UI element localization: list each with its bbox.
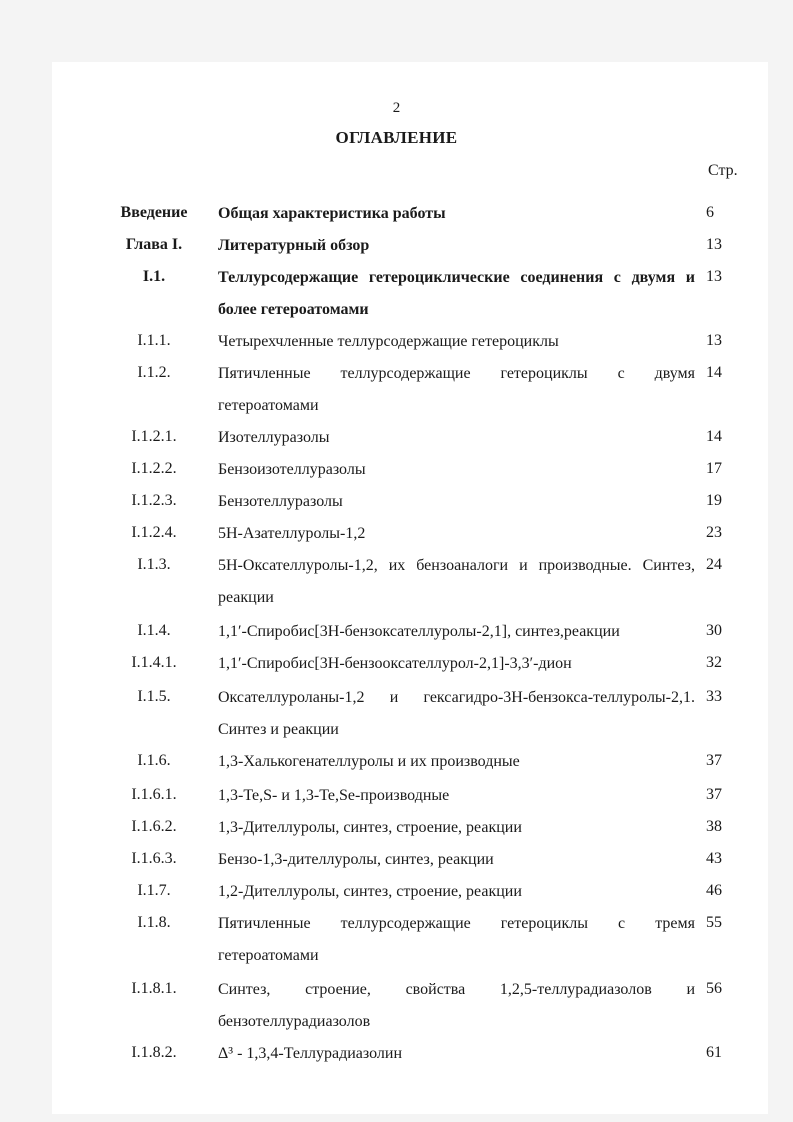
toc-entry-page: 33 bbox=[706, 688, 722, 705]
page-column-label: Стр. bbox=[708, 162, 738, 179]
toc-entry-title: Бензо-1,3-дителлуролы, синтез, реакции bbox=[218, 851, 494, 868]
toc-entry-title: Бензотеллуразолы bbox=[218, 493, 343, 510]
toc-entry-number: Введение bbox=[120, 204, 188, 221]
toc-entry-title: Пятичленные теллурсодержащие гетероциклы с двумя гетероатомами bbox=[218, 365, 695, 414]
toc-entry-title: 1,3-Te,S- и 1,3-Te,Se-производные bbox=[218, 787, 450, 804]
toc-entry-title: 1,2-Дителлуролы, синтез, строение, реакции bbox=[218, 883, 522, 900]
toc-entry-page: 61 bbox=[706, 1044, 722, 1061]
toc-entry-title: 5H-Оксателлуролы-1,2, их бензоаналоги и производные. Синтез, реакции bbox=[218, 557, 695, 606]
toc-entry-title: 5H-Азателлуролы-1,2 bbox=[218, 525, 366, 542]
toc-entry-number: I.1.2.2. bbox=[131, 460, 177, 477]
toc-entry-title: 1,3-Дителлуролы, синтез, строение, реакции bbox=[218, 819, 522, 836]
toc-entry-page: 19 bbox=[706, 492, 722, 509]
toc-entry-page: 55 bbox=[706, 914, 722, 931]
toc-entry-number: I.1.3. bbox=[137, 556, 171, 573]
toc-entry-page: 13 bbox=[706, 332, 722, 349]
toc-entry-number: I.1.8.2. bbox=[131, 1044, 177, 1061]
toc-entry-page: 23 bbox=[706, 524, 722, 541]
toc-entry-number: I.1.1. bbox=[137, 332, 171, 349]
toc-entry-page: 6 bbox=[706, 204, 714, 221]
toc-entry-number: I.1.4.1. bbox=[131, 654, 177, 671]
toc-entry-number: I.1.2.4. bbox=[131, 524, 177, 541]
toc-entry-number: I.1.6.3. bbox=[131, 850, 177, 867]
toc-entry-title: 1,3-Халькогенателлуролы и их производные bbox=[218, 753, 520, 770]
toc-entry-title: Пятичленные теллурсодержащие гетероциклы с тремя гетероатомами bbox=[218, 915, 695, 964]
toc-entry-page: 17 bbox=[706, 460, 722, 477]
toc-entry-number: I.1.5. bbox=[137, 688, 171, 705]
toc-entry-number: I.1.8. bbox=[137, 914, 171, 931]
toc-entry-title: 1,1′-Спиробис[3H-бензооксателлурол-2,1]-3,3′-дион bbox=[218, 655, 572, 672]
toc-entry-page: 14 bbox=[706, 364, 722, 381]
toc-entry-page: 13 bbox=[706, 236, 722, 253]
toc-entry-title: 1,1′-Спиробис[3H-бензоксателлуролы-2,1], синтез,реакции bbox=[218, 623, 620, 640]
toc-entry-page: 37 bbox=[706, 786, 722, 803]
toc-entry-number: I.1.2.1. bbox=[131, 428, 177, 445]
toc-entry-number: I.1. bbox=[142, 268, 166, 285]
toc-entry-page: 43 bbox=[706, 850, 722, 867]
page-title: ОГЛАВЛЕНИЕ bbox=[335, 128, 458, 147]
toc-entry-number: I.1.2.3. bbox=[131, 492, 177, 509]
toc-entry-title: Оксателлуроланы-1,2 и гексагидро-3H-бензокса-теллуролы-2,1. Синтез и реакции bbox=[218, 689, 695, 738]
toc-entry-title: Бензоизотеллуразолы bbox=[218, 461, 366, 478]
page-number: 2 bbox=[392, 100, 401, 116]
toc-entry-number: I.1.6.1. bbox=[131, 786, 177, 803]
toc-entry-title: Изотеллуразолы bbox=[218, 429, 330, 446]
toc-entry-number: I.1.8.1. bbox=[131, 980, 177, 997]
toc-entry-title: Четырехчленные теллурсодержащие гетероциклы bbox=[218, 333, 559, 350]
toc-entry-page: 37 bbox=[706, 752, 722, 769]
toc-entry-page: 38 bbox=[706, 818, 722, 835]
toc-entry-number: I.1.6.2. bbox=[131, 818, 177, 835]
toc-entry-number: I.1.7. bbox=[137, 882, 171, 899]
toc-entry-page: 30 bbox=[706, 622, 722, 639]
toc-entry-title: Теллурсодержащие гетероциклические соединения с двумя и более гетероатомами bbox=[218, 269, 695, 318]
toc-entry-page: 13 bbox=[706, 268, 722, 285]
toc-entry-number: I.1.2. bbox=[137, 364, 171, 381]
toc-entry-page: 14 bbox=[706, 428, 722, 445]
toc-entry-title: Литературный обзор bbox=[218, 237, 370, 254]
toc-entry-number: I.1.4. bbox=[137, 622, 171, 639]
toc-entry-page: 24 bbox=[706, 556, 722, 573]
toc-entry-title: Синтез, строение, свойства 1,2,5-теллурадиазолов и бензотеллурадиазолов bbox=[218, 981, 695, 1030]
toc-entry-page: 56 bbox=[706, 980, 722, 997]
toc-entry-number: I.1.6. bbox=[137, 752, 171, 769]
toc-entry-number: Глава I. bbox=[125, 236, 183, 253]
toc-entry-title: Общая характеристика работы bbox=[218, 205, 446, 222]
toc-entry-page: 46 bbox=[706, 882, 722, 899]
toc-entry-title: Δ³ - 1,3,4-Теллурадиазолин bbox=[218, 1045, 403, 1062]
toc-entry-page: 32 bbox=[706, 654, 722, 671]
